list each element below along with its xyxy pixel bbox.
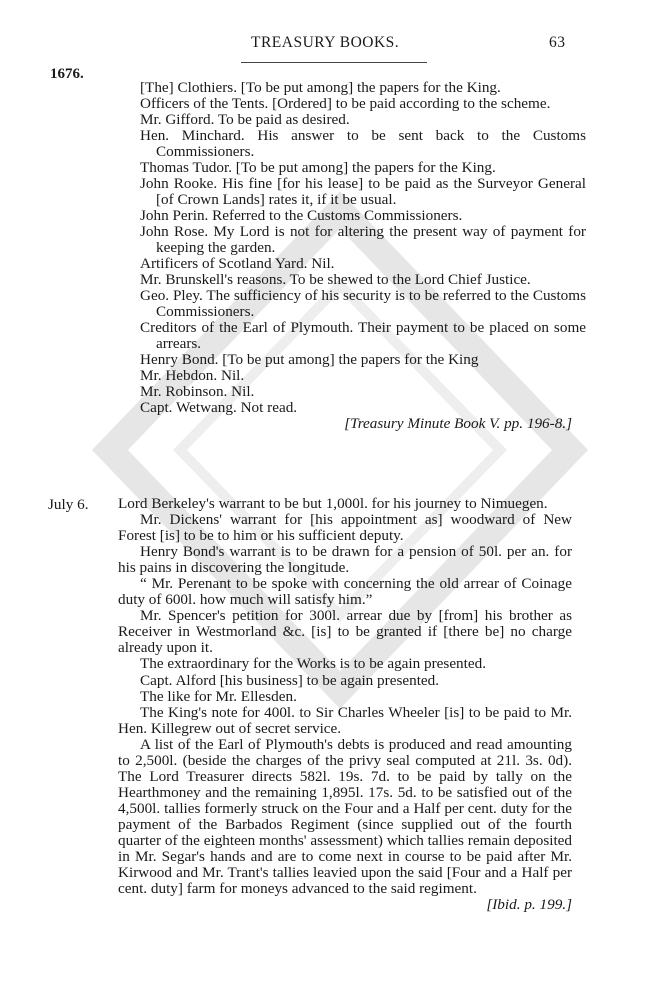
running-header xyxy=(0,30,672,54)
entry-item: [The] Clothiers. [To be put among] the papers for the King. xyxy=(140,79,501,96)
paragraph: Lord Berkeley's warrant to be but 1,000l. for his journey to Nimuegen. xyxy=(118,495,548,512)
entry-item: Creditors of the Earl of Plymouth. Their payment to be placed on some arrears. xyxy=(140,319,586,352)
paragraph: Mr. Dickens' warrant for [his appointment as] woodward of New Forest [is] to be to him or his sufficient deputy. xyxy=(118,511,572,545)
paragraph: The like for Mr. Ellesden. xyxy=(140,687,297,705)
margin-year: 1676. xyxy=(50,66,84,82)
source-citation: [Ibid. p. 199.] xyxy=(486,896,572,914)
entry-item: Mr. Robinson. Nil. xyxy=(140,383,255,400)
entry-item: John Rooke. His fine [for his lease] to be paid as the Surveyor General [of Crown Lands] rates it, if it be usual. xyxy=(140,175,586,208)
entry-item: Officers of the Tents. [Ordered] to be paid according to the scheme. xyxy=(140,95,551,112)
entry-item: Mr. Hebdon. Nil. xyxy=(140,367,245,384)
paragraph: The King's note for 400l. to Sir Charles Wheeler [is] to be paid to Mr. Hen. Killegrew out of secret service. xyxy=(118,703,572,737)
entry-item: Hen. Minchard. His answer to be sent back to the Customs Commissioners. xyxy=(140,127,586,160)
source-citation: [Treasury Minute Book V. pp. 196-8.] xyxy=(344,415,572,432)
entry-item: Mr. Brunskell's reasons. To be shewed to the Lord Chief Justice. xyxy=(140,271,531,288)
paragraph: Mr. Spencer's petition for 300l. arrear due by [from] his brother as Receiver in Westmorland &c. [is] to be granted if [there be] no charge already upon it. xyxy=(118,607,572,657)
paragraph: “ Mr. Perenant to be spoke with concerning the old arrear of Coinage duty of 600l. how much will satisfy him.” xyxy=(118,575,572,609)
entry-item: Mr. Gifford. To be paid as desired. xyxy=(140,111,350,128)
paragraph: Capt. Alford [his business] to be again presented. xyxy=(140,671,440,689)
entry-item: Thomas Tudor. [To be put among] the papers for the King. xyxy=(140,159,496,176)
entry-item: Artificers of Scotland Yard. Nil. xyxy=(140,255,335,272)
minute-paragraphs xyxy=(118,496,572,913)
paragraph: A list of the Earl of Plymouth's debts is produced and read amounting to 2,500l. (beside the charges of the privy seal computed at 21l. 3s. 0d). The Lord Treasurer directs 582l. 19s. 7d. to be paid by tally on the Hearthmoney and the remaining 1,895l. 17s. 5d. to be satisfied out of the 4,500l. tallies formerly struck on the Four and a Half per cent. duty for the payment of the Barbados Regiment (since supplied out of the fourth quarter of the eighteen months' assessment) which tallies remain deposited in Mr. Segar's hands and are to come next in course to be paid after Mr. Kirwood and Mr. Trant's tallies leavied upon the said [Four and a Half per cent. duty] farm for moneys advanced to the said regiment. xyxy=(118,735,572,898)
minute-entries xyxy=(0,80,672,432)
entry-item: Henry Bond. [To be put among] the papers for the King xyxy=(140,351,479,368)
entry-item: John Rose. My Lord is not for altering the present way of payment for keeping the garden. xyxy=(140,223,586,256)
header-rule xyxy=(241,62,427,63)
page-number: 63 xyxy=(549,34,566,51)
running-title: TREASURY BOOKS. xyxy=(251,34,400,51)
entry-item: Capt. Wetwang. Not read. xyxy=(140,399,298,416)
entry-item: Geo. Pley. The sufficiency of his security is to be referred to the Customs Commissioners. xyxy=(140,287,586,320)
entry-item: John Perin. Referred to the Customs Commissioners. xyxy=(140,207,463,224)
paragraph: The extraordinary for the Works is to be again presented. xyxy=(140,655,487,673)
paragraph: Henry Bond's warrant is to be drawn for a pension of 50l. per an. for his pains in discovering the longitude. xyxy=(118,543,572,577)
margin-date: July 6. xyxy=(48,496,89,513)
